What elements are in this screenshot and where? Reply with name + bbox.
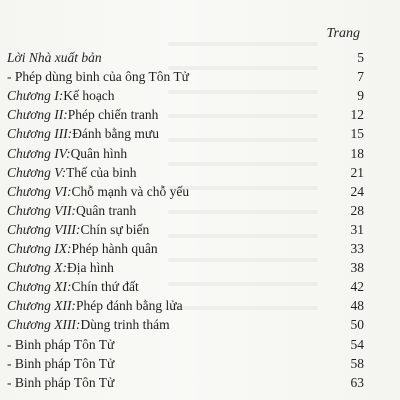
toc-entry-title: Quân tranh bbox=[75, 202, 137, 218]
toc-row bbox=[7, 104, 364, 123]
toc-page-number: 21 bbox=[350, 164, 364, 180]
toc-page-number: 7 bbox=[357, 69, 364, 85]
toc-entry-prefix: Chương VI: bbox=[7, 183, 72, 199]
toc-entry bbox=[7, 126, 159, 142]
toc-page-number: 24 bbox=[350, 183, 364, 199]
toc-entry bbox=[7, 203, 136, 219]
toc-entry-title: - Binh pháp Tôn Tử bbox=[7, 374, 115, 390]
toc-entry-title: Địa hình bbox=[66, 260, 114, 276]
toc-entry-prefix: Chương VII: bbox=[7, 202, 76, 218]
page-column-header: Trang bbox=[326, 26, 360, 41]
toc-row bbox=[7, 123, 364, 142]
toc-row bbox=[7, 314, 364, 333]
toc-row bbox=[7, 238, 364, 257]
toc-entry-title: Thế của binh bbox=[66, 164, 137, 180]
toc-row bbox=[7, 333, 364, 352]
toc-entry bbox=[7, 375, 114, 391]
toc-entry-title: - Phép dùng binh của ông Tôn Tử bbox=[7, 69, 189, 85]
toc-entry-title: Chín thứ đất bbox=[71, 279, 139, 295]
toc-entry-prefix: Chương IX: bbox=[7, 241, 72, 257]
toc-entry-title: - Binh pháp Tôn Tử bbox=[7, 336, 115, 352]
toc-entry-prefix: Chương X: bbox=[7, 260, 67, 276]
toc-row bbox=[7, 372, 364, 391]
toc-page-number: 63 bbox=[350, 374, 364, 390]
toc-entry bbox=[7, 50, 102, 66]
toc-entry bbox=[7, 337, 114, 353]
toc-row bbox=[7, 219, 364, 238]
toc-row bbox=[7, 200, 364, 219]
toc-entry bbox=[7, 241, 158, 257]
toc-entry bbox=[7, 298, 183, 314]
toc-entry-title: Phép hành quân bbox=[71, 241, 158, 257]
toc-entry-prefix: Chương XIII: bbox=[7, 317, 81, 333]
toc-page-number: 38 bbox=[350, 260, 364, 276]
toc-row bbox=[7, 162, 364, 181]
toc-row bbox=[7, 181, 364, 200]
toc-row bbox=[7, 66, 364, 85]
toc-page-number: 15 bbox=[350, 126, 364, 142]
toc-entry-prefix: Chương VIII: bbox=[7, 221, 81, 237]
toc-entry bbox=[7, 317, 170, 333]
toc-entry bbox=[7, 69, 189, 85]
toc-page-number: 48 bbox=[350, 298, 364, 314]
toc-row bbox=[7, 85, 364, 104]
toc-entry-prefix: Chương III: bbox=[7, 126, 73, 142]
toc-entry-title: Phép chiến tranh bbox=[67, 107, 159, 123]
toc-entry bbox=[7, 88, 115, 104]
toc-entry bbox=[7, 356, 114, 372]
toc-row bbox=[7, 257, 364, 276]
toc-page-number: 5 bbox=[357, 50, 364, 66]
toc-entry-prefix: Chương V: bbox=[7, 164, 67, 180]
toc-entry bbox=[7, 107, 158, 123]
toc-entry-title: Chỗ mạnh và chỗ yếu bbox=[71, 183, 190, 199]
toc-entry-prefix: Chương I: bbox=[7, 88, 64, 104]
toc-entry bbox=[7, 279, 139, 295]
toc-page-number: 50 bbox=[350, 317, 364, 333]
toc-page-number: 9 bbox=[357, 88, 364, 104]
toc-entry-title: Phép đánh bằng lửa bbox=[75, 298, 183, 314]
toc-entry-prefix: Chương II: bbox=[7, 107, 68, 123]
table-of-contents bbox=[7, 47, 364, 391]
toc-entry bbox=[7, 222, 149, 238]
toc-row bbox=[7, 276, 364, 295]
toc-page-number: 28 bbox=[350, 202, 364, 218]
toc-entry-title: Chín sự biến bbox=[80, 221, 150, 237]
toc-page-number: 58 bbox=[350, 355, 364, 371]
toc-row bbox=[7, 142, 364, 161]
toc-entry bbox=[7, 184, 189, 200]
toc-entry-title: Dùng trinh thám bbox=[80, 317, 170, 333]
toc-entry-prefix: Lời Nhà xuất bản bbox=[7, 50, 102, 66]
toc-entry-title: - Binh pháp Tôn Tử bbox=[7, 355, 115, 371]
toc-entry-title: Quân hình bbox=[70, 145, 128, 161]
toc-entry bbox=[7, 146, 127, 162]
toc-entry bbox=[7, 165, 137, 181]
toc-row bbox=[7, 295, 364, 314]
toc-row bbox=[7, 47, 364, 66]
toc-page-number: 31 bbox=[350, 221, 364, 237]
toc-page-number: 18 bbox=[350, 145, 364, 161]
toc-entry-prefix: Chương XI: bbox=[7, 279, 72, 295]
toc-page-number: 54 bbox=[350, 336, 364, 352]
toc-page-number: 12 bbox=[350, 107, 364, 123]
toc-entry bbox=[7, 260, 114, 276]
toc-page-number: 33 bbox=[350, 241, 364, 257]
toc-entry-title: Đánh bằng mưu bbox=[72, 126, 159, 142]
toc-row bbox=[7, 353, 364, 372]
toc-entry-prefix: Chương XII: bbox=[7, 298, 76, 314]
toc-entry-title: Kế hoạch bbox=[63, 88, 115, 104]
toc-entry-prefix: Chương IV: bbox=[7, 145, 71, 161]
toc-page-number: 42 bbox=[350, 279, 364, 295]
